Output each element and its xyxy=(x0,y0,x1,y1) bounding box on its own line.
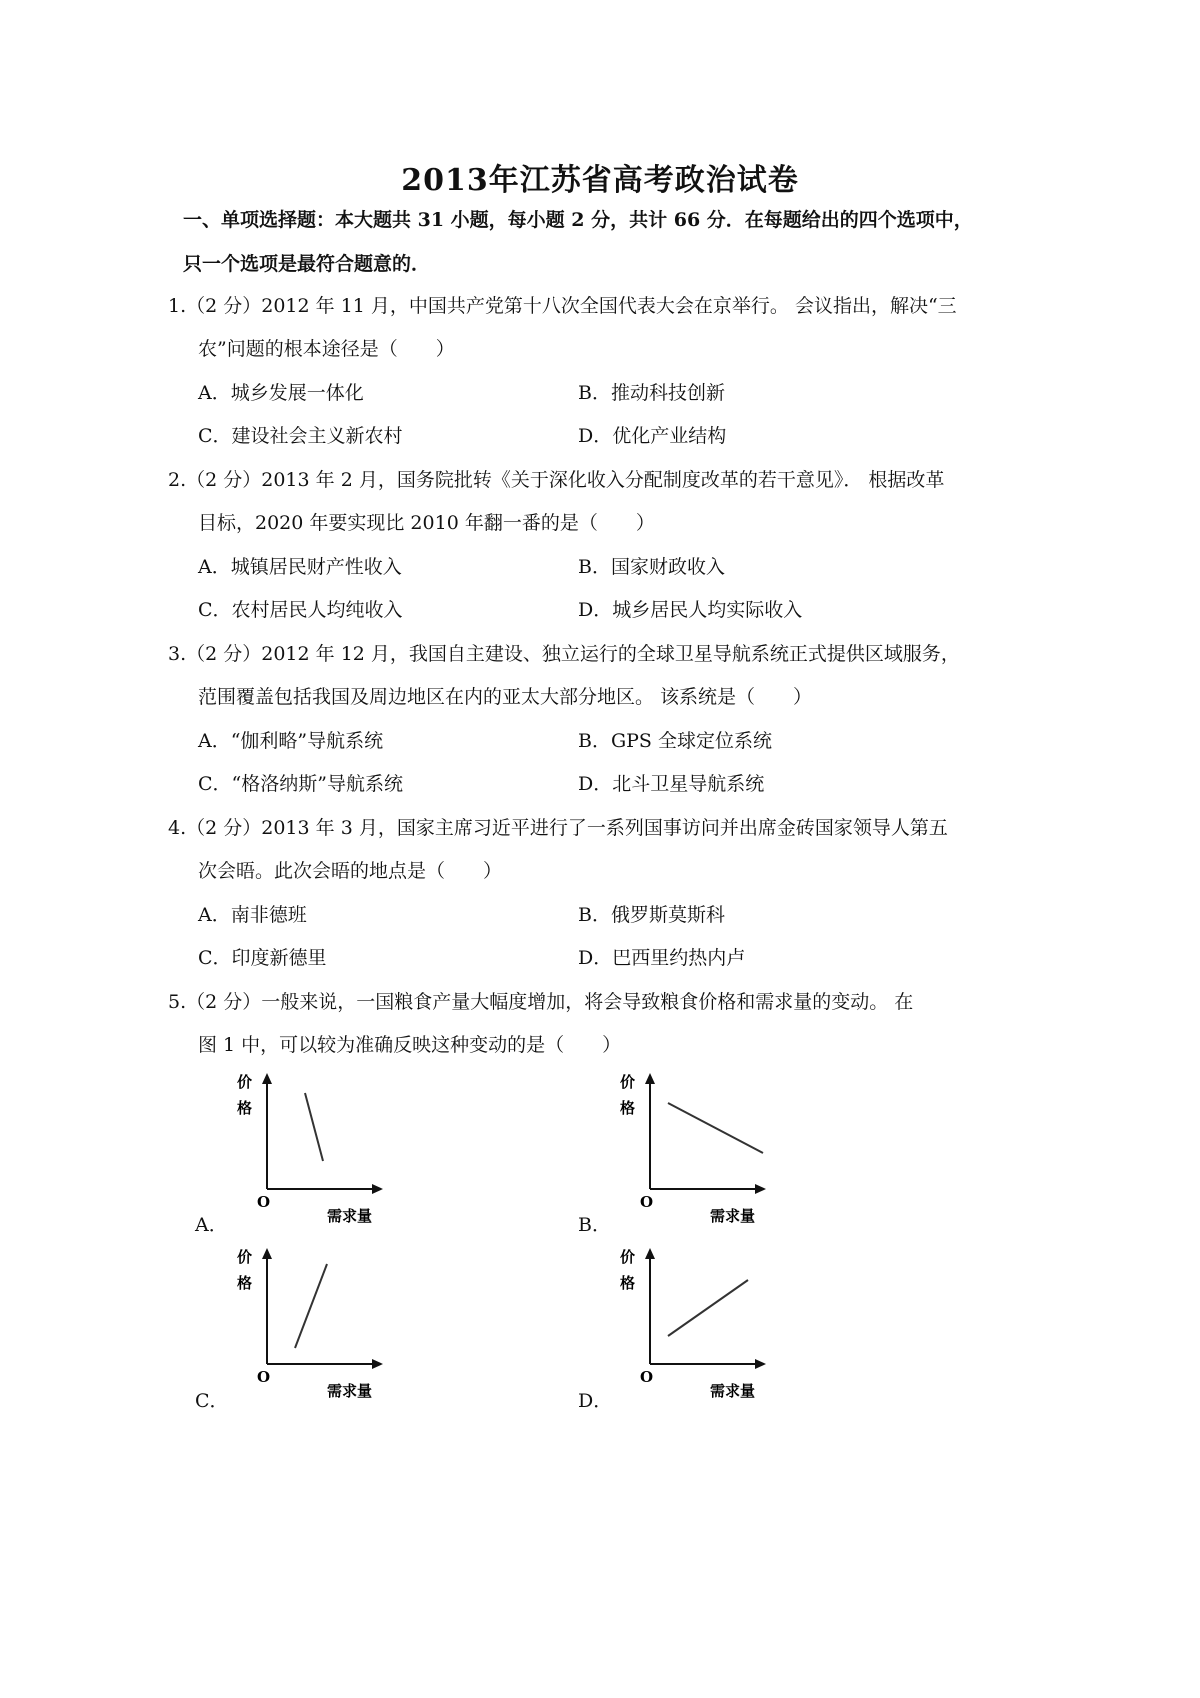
graph-a-y-arrow xyxy=(262,1073,272,1084)
graph-c-x-arrow xyxy=(372,1359,383,1369)
graph-b-option-label[interactable]: B． xyxy=(578,1214,611,1236)
graph-b-y-arrow xyxy=(645,1073,655,1084)
graph-c-xlabel: 需求量 xyxy=(327,1382,373,1400)
graph-d-ylabel-top: 价 xyxy=(620,1248,636,1266)
question-5-stem: 5.（2 分）一般来说，一国粮食产量大幅度增加，将会导致粮食价格和需求量的变动。 在 xyxy=(168,991,914,1013)
question-2-option-d[interactable]: D．城乡居民人均实际收入 xyxy=(578,599,803,621)
question-4-option-d[interactable]: D．巴西里约热内卢 xyxy=(578,947,746,969)
question-3-option-c[interactable]: C．“格洛纳斯”导航系统 xyxy=(198,773,403,795)
question-4-stem-cont: 次会晤。此次会晤的地点是（ ） xyxy=(198,860,503,882)
question-1-option-d[interactable]: D．优化产业结构 xyxy=(578,425,727,447)
graph-c-option-label[interactable]: C． xyxy=(195,1390,229,1412)
question-4-stem: 4.（2 分）2013 年 3 月，国家主席习近平进行了一系列国事访问并出席金砖国家领导人第五 xyxy=(168,817,948,839)
graph-d-xlabel: 需求量 xyxy=(710,1382,756,1400)
graph-c[interactable] xyxy=(225,1240,395,1405)
graph-a-xlabel: 需求量 xyxy=(327,1207,373,1225)
graph-c-origin: O xyxy=(257,1368,271,1386)
graph-a[interactable] xyxy=(225,1065,395,1230)
question-2-option-c[interactable]: C．农村居民人均纯收入 xyxy=(198,599,403,621)
graph-b-x-arrow xyxy=(755,1184,766,1194)
graph-b[interactable] xyxy=(608,1065,778,1230)
graph-b-curve xyxy=(668,1103,763,1153)
graph-b-ylabel-bottom: 格 xyxy=(620,1099,636,1117)
question-3-stem: 3.（2 分）2012 年 12 月，我国自主建设、独立运行的全球卫星导航系统正式提供区域服务， xyxy=(168,643,960,665)
question-3-option-a[interactable]: A．“伽利略”导航系统 xyxy=(198,730,384,752)
question-1-option-a[interactable]: A．城乡发展一体化 xyxy=(198,382,364,404)
graph-d-option-label[interactable]: D． xyxy=(578,1390,613,1412)
question-1-option-b[interactable]: B．推动科技创新 xyxy=(578,382,725,404)
graph-c-ylabel-bottom: 格 xyxy=(237,1274,253,1292)
graph-c-curve xyxy=(295,1264,327,1348)
graph-c-ylabel-top: 价 xyxy=(237,1248,253,1266)
question-1-stem-cont: 农”问题的根本途径是（ ） xyxy=(198,338,455,360)
question-2-option-b[interactable]: B．国家财政收入 xyxy=(578,556,725,578)
question-3-stem-cont: 范围覆盖包括我国及周边地区在内的亚太大部分地区。 该系统是（ ） xyxy=(198,686,813,708)
graph-a-ylabel-top: 价 xyxy=(237,1073,253,1091)
graph-d-y-arrow xyxy=(645,1248,655,1259)
graph-d-x-arrow xyxy=(755,1359,766,1369)
section-instructions-line2: 只一个选项是最符合题意的． xyxy=(183,253,431,275)
graph-c-y-arrow xyxy=(262,1248,272,1259)
graph-a-origin: O xyxy=(257,1193,271,1211)
graph-b-xlabel: 需求量 xyxy=(710,1207,756,1225)
question-2-stem: 2.（2 分）2013 年 2 月，国务院批转《关于深化收入分配制度改革的若干意见》． 根据改革 xyxy=(168,469,945,491)
question-4-option-c[interactable]: C．印度新德里 xyxy=(198,947,327,969)
question-2-option-a[interactable]: A．城镇居民财产性收入 xyxy=(198,556,402,578)
graph-b-ylabel-top: 价 xyxy=(620,1073,636,1091)
question-5-stem-cont: 图 1 中，可以较为准确反映这种变动的是（ ） xyxy=(198,1034,622,1056)
question-3-option-d[interactable]: D．北斗卫星导航系统 xyxy=(578,773,765,795)
graph-a-ylabel-bottom: 格 xyxy=(237,1099,253,1117)
question-2-stem-cont: 目标，2020 年要实现比 2010 年翻一番的是（ ） xyxy=(198,512,655,534)
question-3-option-b[interactable]: B．GPS 全球定位系统 xyxy=(578,730,772,752)
graph-b-origin: O xyxy=(640,1193,654,1211)
graph-a-x-arrow xyxy=(372,1184,383,1194)
graph-d-ylabel-bottom: 格 xyxy=(620,1274,636,1292)
section-instructions-line1: 一、单项选择题：本大题共 31 小题，每小题 2 分，共计 66 分．在每题给出的四个选项中， xyxy=(183,209,973,231)
graph-d-curve xyxy=(668,1280,748,1336)
graph-d[interactable] xyxy=(608,1240,778,1405)
question-4-option-b[interactable]: B．俄罗斯莫斯科 xyxy=(578,904,725,926)
question-1-option-c[interactable]: C．建设社会主义新农村 xyxy=(198,425,403,447)
question-4-option-a[interactable]: A．南非德班 xyxy=(198,904,307,926)
question-1-stem: 1.（2 分）2012 年 11 月，中国共产党第十八次全国代表大会在京举行。 会议指出，解决“三 xyxy=(168,295,957,317)
graph-d-origin: O xyxy=(640,1368,654,1386)
page-title: 2013年江苏省高考政治试卷 xyxy=(401,163,799,198)
graph-a-curve xyxy=(305,1093,323,1161)
graph-a-option-label[interactable]: A． xyxy=(195,1214,228,1236)
